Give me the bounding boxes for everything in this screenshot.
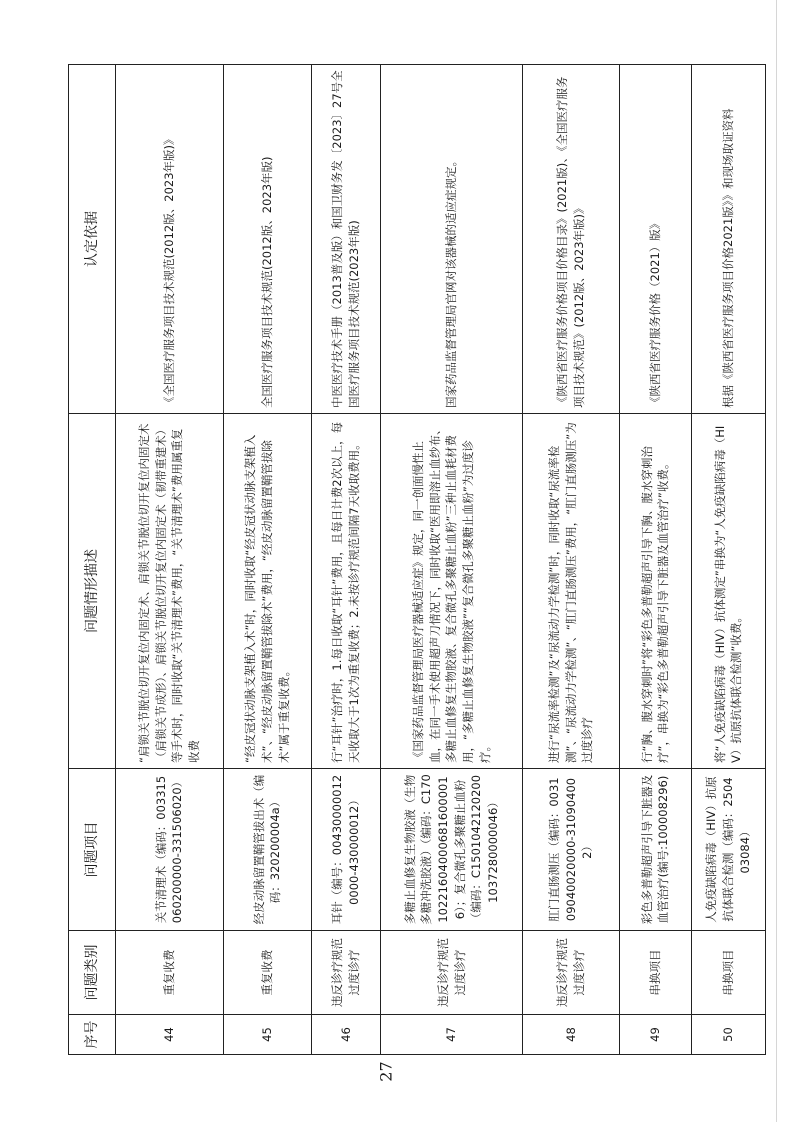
row-no: 44 bbox=[116, 1015, 224, 1055]
row-description: 行“耳针”治疗时，1.每日收取“耳针”费用，且每日计费2次以上，每天收取大于1次为重复收费；2.未按诊疗规范间隔7天收取费用。 bbox=[311, 414, 381, 769]
row-item: 彩色多普勒超声引导下脏器及血管治疗(编号:100008296) bbox=[619, 769, 691, 931]
row-description: 进行“尿流率检测”及“尿流动力学检测”时，同时收取“尿流率检测”、“尿流动力学检测”、“肛门直肠测压”费用，“肛门直肠测压”为过度诊疗 bbox=[523, 414, 620, 769]
scan-edge-line bbox=[776, 0, 777, 1122]
row-basis: 国家药品监督管理局官网对该器械的适应症规定。 bbox=[381, 65, 523, 414]
row-item: 关节清理术（编码：003315060200000-331506020） bbox=[116, 769, 224, 931]
table-row bbox=[523, 65, 620, 1055]
page-number-text: 27 bbox=[376, 1061, 396, 1082]
row-no: 45 bbox=[223, 1015, 311, 1055]
table-header-row bbox=[69, 65, 116, 1055]
row-basis: 《陕西省医疗服务价格（2021）版》 bbox=[619, 65, 691, 414]
rotated-table-container bbox=[68, 65, 766, 1055]
row-description: 将“人免疫缺陷病毒（HIV）抗体测定”串换为“人免疫缺陷病毒（HIV）抗原抗体联合检测”收费。 bbox=[691, 414, 765, 769]
table-row bbox=[116, 65, 224, 1055]
row-item: 肛门直肠测压（编码：003109040020000-310904002） bbox=[523, 769, 620, 931]
table-row bbox=[381, 65, 523, 1055]
table-row bbox=[311, 65, 381, 1055]
row-item: 人免疫缺陷病毒（HIV）抗原抗体联合检测（编码：250403084） bbox=[691, 769, 765, 931]
row-item: 耳针（编号：004300000120000-430000012） bbox=[311, 769, 381, 931]
row-description: 《国家药品监督管理局医疗器械适应症》规定，同一创面慢性止血，在同一手术使用超声刀情况下，同时收取“医用即溶止血纱布、多糖止血修复生物胶液、复合微孔多聚糖止血粉”三种止血耗材费用，“多糖止血修复生物胶液”“复合微孔多聚糖止血粉”为过度诊疗。 bbox=[381, 414, 523, 769]
row-category: 串换项目 bbox=[619, 931, 691, 1015]
row-no: 48 bbox=[523, 1015, 620, 1055]
row-basis: 《陕西省医疗服务价格项目价格目录》(2021版)、《全国医疗服务项目技术规范》(2012版、2023年版)》 bbox=[523, 65, 620, 414]
row-no: 49 bbox=[619, 1015, 691, 1055]
row-item: 经皮动脉留置鞘管拔出术（编码：320200004a） bbox=[223, 769, 311, 931]
page-number bbox=[372, 1062, 400, 1102]
row-no: 50 bbox=[691, 1015, 765, 1055]
row-no: 47 bbox=[381, 1015, 523, 1055]
header-no: 序号 bbox=[69, 1015, 116, 1055]
row-item: 多糖止血修复生物胶液（生物多糖冲洗胶液）（编码：C17010221604000681600001 6）；复合微孔多聚糖止血粉（编码：C15010421202001037280000046） bbox=[381, 769, 523, 931]
table-row bbox=[691, 65, 765, 1055]
table-row bbox=[223, 65, 311, 1055]
row-category: 违反诊疗规范过度诊疗 bbox=[381, 931, 523, 1015]
table-row bbox=[619, 65, 691, 1055]
row-description: 行“胸、腹水穿刺时”将“彩色多普勒超声引导下胸、腹水穿刺治疗”，串换为“彩色多普勒超声引导下脏器及血管治疗”收费。 bbox=[619, 414, 691, 769]
row-category: 重复收费 bbox=[116, 931, 224, 1015]
header-description: 问题情形描述 bbox=[69, 414, 116, 769]
header-item: 问题项目 bbox=[69, 769, 116, 931]
header-basis: 认定依据 bbox=[69, 65, 116, 414]
row-description: “肩锁关节脱位切开复位内固定术、肩锁关节脱位切开复位内固定术（肩锁关节成形）、肩锁关节脱位切开复位内固定术（韧带重建术）等手术时，同时收取“关节清理术”费用，“关节清理术”费用属重复收费 bbox=[116, 414, 224, 769]
row-basis: 中医医疗技术手册（2013普及版）和国卫财务发〔2023〕27号全国医疗服务项目技术规范(2023年版) bbox=[311, 65, 381, 414]
header-category: 问题类别 bbox=[69, 931, 116, 1015]
row-no: 46 bbox=[311, 1015, 381, 1055]
row-basis: 《全国医疗服务项目技术规范(2012版、2023年版)》 bbox=[116, 65, 224, 414]
row-category: 重复收费 bbox=[223, 931, 311, 1015]
row-basis: 根据《陕西省医疗服务项目价格2021版》》和现场取证资料 bbox=[691, 65, 765, 414]
row-category: 违反诊疗规范过度诊疗 bbox=[311, 931, 381, 1015]
row-category: 串换项目 bbox=[691, 931, 765, 1015]
row-description: “经皮冠状动脉支架植入术”时，同时收取“经皮冠状动脉支架植入术”、“经皮动脉留置鞘管拔除术”费用，“经皮动脉留置鞘管拔除术”属于重复收费。 bbox=[223, 414, 311, 769]
row-category: 违反诊疗规范过度诊疗 bbox=[523, 931, 620, 1015]
issues-table bbox=[68, 64, 766, 1055]
row-basis: 全国医疗服务项目技术规范(2012版、2023年版) bbox=[223, 65, 311, 414]
